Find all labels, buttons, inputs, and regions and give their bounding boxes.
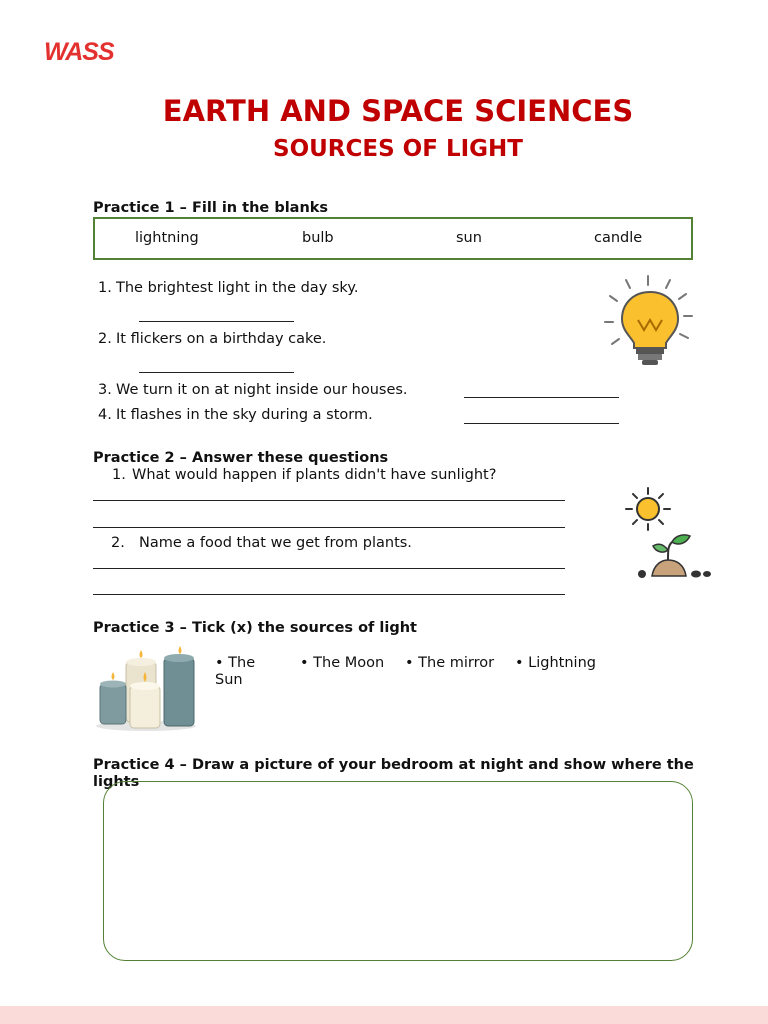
answer-blank[interactable] [464,397,619,398]
page-title: EARTH AND SPACE SCIENCES [162,94,634,128]
sprout-icon [636,532,714,578]
option-the-mirror[interactable]: • The mirror [405,655,495,671]
answer-line[interactable] [93,594,565,595]
question-number: 1. [98,280,112,296]
option-the-moon[interactable]: • The Moon [300,655,385,671]
option-label: The Sun [215,655,256,688]
option-label: Lightning [528,655,596,671]
question-text: It flickers on a birthday cake. [116,331,327,347]
option-the-sun[interactable]: • The Sun [215,655,256,688]
option-label: The Moon [313,655,385,671]
answer-line[interactable] [93,568,565,569]
question-number: 2. [111,535,125,551]
word-bank-item: sun [456,230,482,246]
footer-band [0,1006,768,1024]
lightbulb-icon [600,272,704,376]
answer-line[interactable] [93,527,565,528]
wass-logo: WASS [44,38,114,66]
practice2-heading: Practice 2 – Answer these questions [93,450,389,466]
practice1-heading: Practice 1 – Fill in the blanks [93,200,329,216]
answer-blank[interactable] [139,372,294,373]
question-text: The brightest light in the day sky. [116,280,359,296]
answer-line[interactable] [93,500,565,501]
practice3-heading: Practice 3 – Tick (x) the sources of light [93,620,417,636]
question-text: It flashes in the sky during a storm. [116,407,373,423]
candles-image [96,642,198,732]
question-text: Name a food that we get from plants. [139,535,412,551]
answer-blank[interactable] [139,321,294,322]
drawing-area[interactable] [103,781,693,961]
page-subtitle: SOURCES OF LIGHT [273,136,523,162]
sun-icon [624,486,672,532]
question-text: We turn it on at night inside our houses. [116,382,408,398]
question-text: What would happen if plants didn't have sunlight? [132,467,497,483]
word-bank-item: lightning [135,230,199,246]
question-number: 1. [112,467,126,483]
option-lightning[interactable]: • Lightning [515,655,596,671]
option-label: The mirror [418,655,495,671]
question-number: 3. [98,382,112,398]
word-bank-item: candle [594,230,643,246]
practice4-heading: Practice 4 – Draw a picture of your bedroom at night and show where the lights [93,757,694,790]
question-number: 2. [98,331,112,347]
question-number: 4. [98,407,112,423]
word-bank-item: bulb [302,230,334,246]
answer-blank[interactable] [464,423,619,424]
